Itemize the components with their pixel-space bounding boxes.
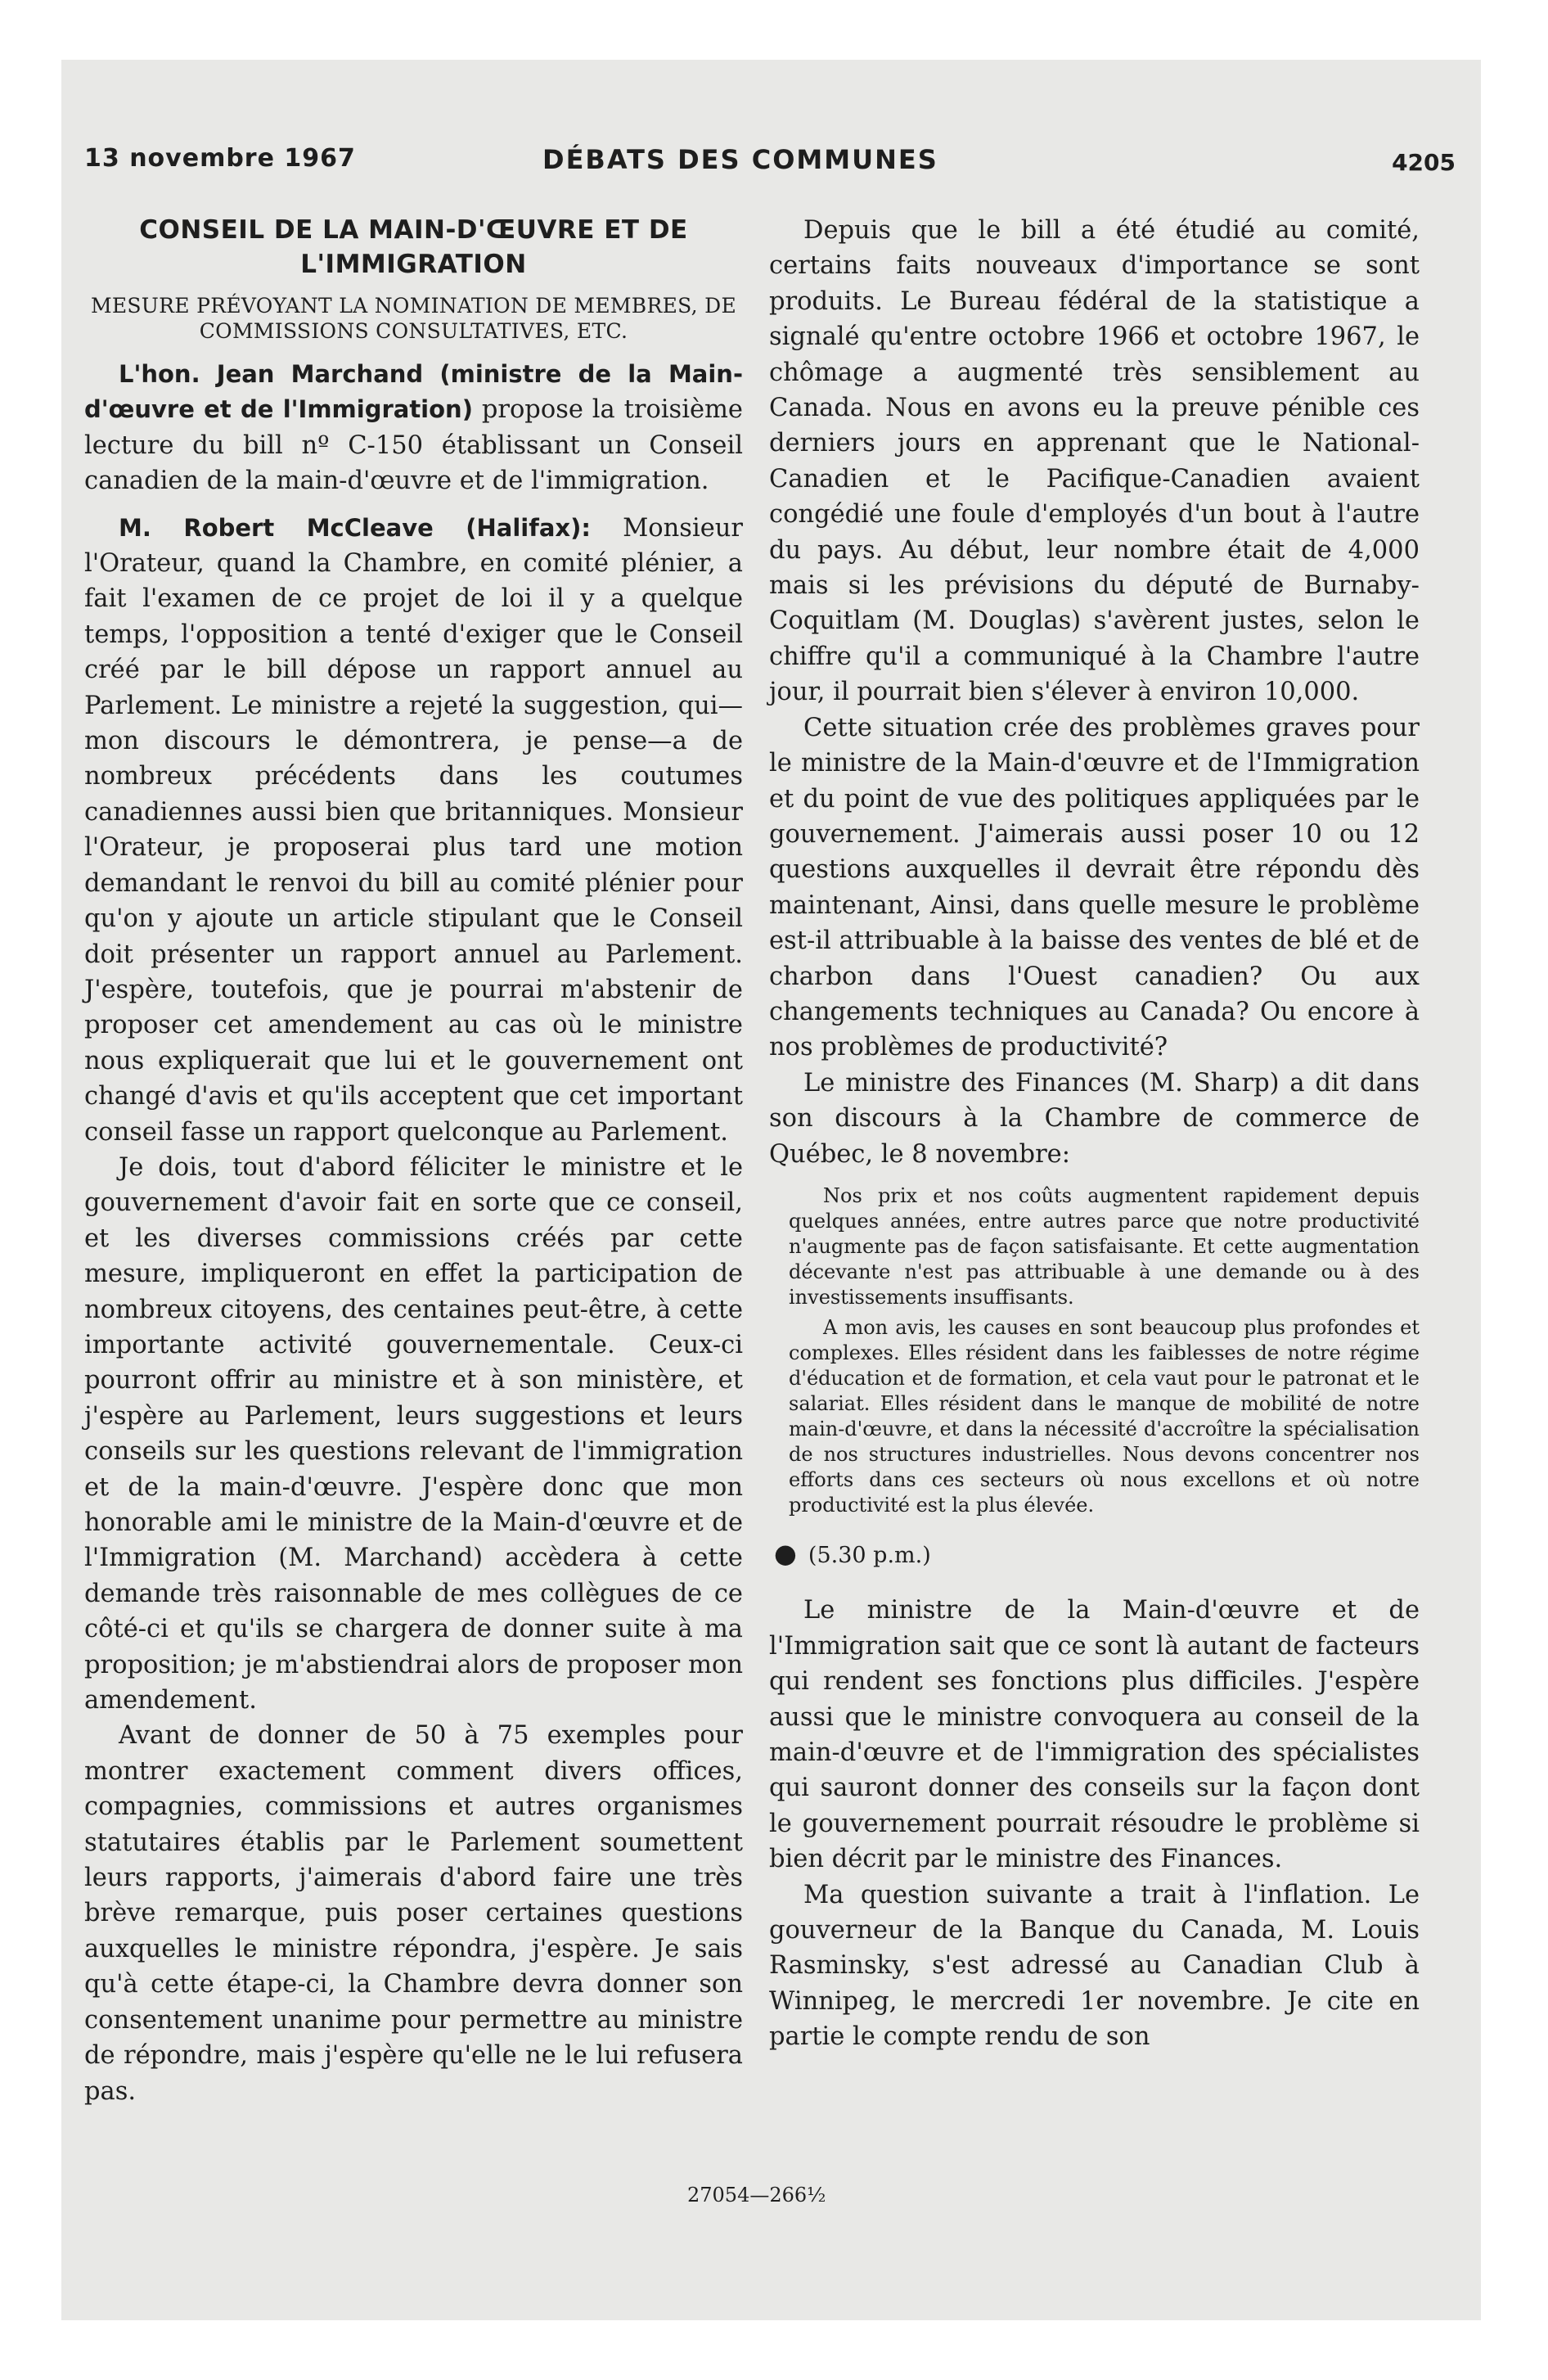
section-subtitle: MESURE PRÉVOYANT LA NOMINATION DE MEMBRES, DE COMMISSIONS CONSULTATIVES, ETC.: [90, 294, 737, 343]
left-column: [84, 213, 743, 2109]
block-quote: Nos prix et nos coûts augmentent rapidement depuis quelques années, entre autres parce que notre productivité n'augmente pas de façon satisfaisante. Et cette augmentation décevante n'est pas attribuable à une demande ou à des investissements insuffisants.: [789, 1183, 1420, 1309]
time-stamp-text: (5.30 p.m.): [808, 1542, 931, 1568]
footer-code: 27054—266½: [687, 2184, 826, 2206]
speaker-name: L'hon. Jean Marchand (ministre de la Main-d'œuvre et de l'Immigration): [84, 360, 743, 424]
paragraph-text: Je dois, tout d'abord féliciter le ministre et le gouvernement d'avoir fait en sorte que ce conseil, et les diverses commissions créés par cette mesure, impliqueront en effet la participation de nombreux citoyens, des centaines peut-être, à cette importante activité gouvernementale. Ceux-ci pourront offrir au ministre et à son ministère, et j'espère au Parlement, leurs suggestions et leurs conseils sur les questions relevant de l'immigration et de la main-d'œuvre. J'espère donc que mon honorable ami le ministre de la Main-d'œuvre et de l'Immigration (M. Marchand) accèdera à cette demande très raisonnable de mes collègues de ce côté-ci et qu'ils se chargera de donner suite à ma proposition; je m'abstiendrai alors de proposer mon amendement.: [84, 1152, 743, 1715]
paragraph-text: Ma question suivante a trait à l'inflation. Le gouverneur de la Banque du Canada, M. Louis Rasminsky, s'est adressé au Canadian Club à Winnipeg, le mercredi 1er novembre. Je cite en partie le compte rendu de son: [769, 1880, 1420, 2052]
speaker-name: M. Robert McCleave (Halifax):: [119, 513, 591, 542]
page-header: [84, 144, 1456, 193]
paragraph-text: Le ministre des Finances (M. Sharp) a dit dans son discours à la Chambre de commerce de Québec, le 8 novembre:: [769, 1068, 1420, 1169]
header-page-number: 4205: [1392, 149, 1456, 176]
paragraph-text: Depuis que le bill a été étudié au comité, certains faits nouveaux d'importance se sont produits. Le Bureau fédéral de la statistique a signalé qu'entre octobre 1966 et octobre 1967, le chômage a augmenté très sensiblement au Canada. Nous en avons eu la preuve pénible ces derniers jours en apprenant que le National-Canadien et le Pacifique-Canadien avaient congédié une foule d'employés d'un bout à l'autre du pays. Au début, leur nombre était de 4,000 mais si les prévisions du député de Burnaby-Coquitlam (M. Douglas) s'avèrent justes, selon le chiffre qu'il a communiqué à la Chambre l'autre jour, il pourrait bien s'élever à environ 10,000.: [769, 216, 1420, 707]
paragraph-text: Monsieur l'Orateur, quand la Chambre, en comité plénier, a fait l'examen de ce projet de loi il y a quelque temps, l'opposition a tenté d'exiger que le Conseil créé par le bill dépose un rapport annuel au Parlement. Le ministre a rejeté la suggestion, qui—mon discours le démontrera, je pense—a de nombreux précédents dans les coutumes canadiennes aussi bien que britanniques. Monsieur l'Orateur, je proposerai plus tard une motion demandant le renvoi du bill au comité plénier pour qu'on y ajoute un article stipulant que le Conseil doit présenter un rapport annuel au Parlement. J'espère, toutefois, que je pourrai m'abstenir de proposer cet amendement au cas où le ministre nous expliquerait que lui et le gouvernement ont changé d'avis et qu'ils acceptent que cet important conseil fasse un rapport quelconque au Parlement.: [84, 513, 743, 1147]
paragraph-text: Cette situation crée des problèmes graves pour le ministre de la Main-d'œuvre et de l'Immigration et du point de vue des politiques appliquées par le gouvernement. J'aimerais aussi poser 10 ou 12 questions auxquelles il devrait être répondu dès maintenant, Ainsi, dans quelle mesure le problème est-il attribuable à la baisse des ventes de blé et de charbon dans l'Ouest canadien? Ou aux changements techniques au Canada? Ou encore à nos problèmes de productivité?: [769, 713, 1420, 1062]
header-title: DÉBATS DES COMMUNES: [542, 144, 938, 175]
paragraph-mccleave: [84, 511, 743, 1150]
right-column: [769, 213, 1420, 2055]
header-date: 13 novembre 1967: [84, 144, 356, 173]
paragraph-text: propose la troisième lecture du bill nº C-150 établissant un Conseil canadien de la main-d'œuvre et de l'immigration.: [84, 395, 743, 496]
paragraph-text: Le ministre de la Main-d'œuvre et de l'Immigration sait que ce sont là autant de facteurs qui rendent ses fonctions plus difficiles. J'espère aussi que le ministre convoquera au conseil de la main-d'œuvre et de l'immigration des spécialistes qui sauront donner des conseils sur la façon dont le gouvernement pourrait résoudre le problème si bien décrit par le ministre des Finances.: [769, 1596, 1420, 1874]
paragraph-marchand: [84, 357, 743, 499]
bullet-icon: ●: [774, 1537, 797, 1569]
time-stamp: [774, 1536, 1420, 1573]
section-title: CONSEIL DE LA MAIN-D'ŒUVRE ET DE L'IMMIGRATION: [139, 215, 688, 279]
block-quote: A mon avis, les causes en sont beaucoup plus profondes et complexes. Elles résident dans les faiblesses de notre régime d'éducation et de formation, et cela vaut pour le patronat et le salariat. Elles résident dans le manque de mobilité de notre main-d'œuvre, et dans la nécessité d'accroître la spécialisation de nos structures industrielles. Nous devons concentrer nos efforts dans ces secteurs où nous excellons et où notre productivité est la plus élevée.: [789, 1315, 1420, 1517]
paragraph-text: Avant de donner de 50 à 75 exemples pour montrer exactement comment divers offices, compagnies, commissions et autres organismes statutaires établis par le Parlement soumettent leurs rapports, j'aimerais d'abord faire une très brève remarque, puis poser certaines questions auxquelles le ministre répondra, j'espère. Je sais qu'à cette étape-ci, la Chambre devra donner son consentement unanime pour permettre au ministre de répondre, mais j'espère qu'elle ne le lui refusera pas.: [84, 1721, 743, 2106]
